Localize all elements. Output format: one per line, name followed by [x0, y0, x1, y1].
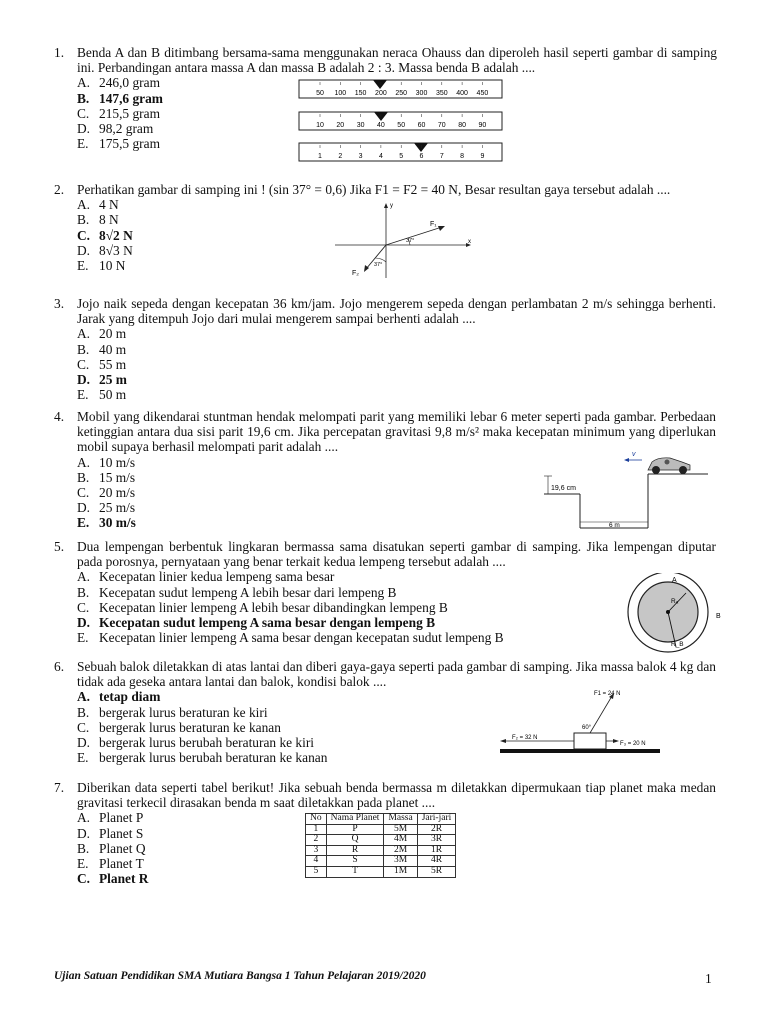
table-cell: 1R: [417, 845, 456, 856]
scale-tick-label: 10: [316, 122, 324, 129]
scale-tick-label: 50: [316, 90, 324, 97]
option-letter: E.: [77, 136, 89, 152]
scale-tick-label: 40: [377, 122, 385, 129]
option-a: [77, 326, 716, 341]
option-text: 147,6 gram: [99, 90, 163, 106]
option-letter: C.: [77, 871, 91, 887]
velocity-label: v: [632, 451, 636, 458]
option-letter: A.: [77, 197, 91, 213]
question-number: 1.: [54, 45, 65, 60]
scale-tick-label: 20: [336, 122, 345, 129]
scale-tick-label: 300: [415, 90, 428, 97]
table-cell: 3: [306, 845, 327, 856]
scale-tick-label: 70: [437, 122, 446, 129]
question-text: Sebuah balok diletakkan di atas lantai dan diberi gaya-gaya seperti pada gambar di samping. Jika massa balok 4 kg dan tidak ada geseka antara lantai dan balok, kondisi balok ....: [77, 659, 716, 690]
option-text: Kecepatan linier lempeng A lebih besar dibandingkan lempeng B: [99, 599, 448, 615]
option-letter: E.: [77, 515, 90, 531]
f1-label: F1 = 24 N: [594, 691, 621, 697]
discs-figure: [612, 573, 732, 655]
table-row: [306, 824, 456, 835]
option-text: 50 m: [99, 387, 127, 403]
angle-label-1: 37°: [406, 238, 415, 244]
question-number: 2.: [54, 182, 65, 197]
table-cell: Q: [326, 835, 384, 846]
option-letter: E.: [77, 750, 89, 766]
option-letter: B.: [77, 704, 90, 720]
question-number: 5.: [54, 539, 65, 554]
table-cell: P: [326, 824, 384, 835]
ditch-figure: [540, 448, 710, 534]
option-text: 25 m: [99, 371, 127, 387]
option-e: [77, 387, 716, 402]
option-letter: A.: [77, 569, 91, 585]
option-text: Planet R: [99, 871, 149, 887]
question-text: Benda A dan B ditimbang bersama-sama menggunakan neraca Ohauss dan diperoleh hasil seperti gambar di samping ini. Perbandingan antara massa A dan massa B adalah 2 : 3. Massa benda B adalah ....: [77, 45, 717, 76]
floor: [500, 749, 660, 753]
option-text: 20 m: [99, 326, 127, 342]
option-letter: A.: [77, 75, 91, 91]
option-letter: A.: [77, 454, 91, 470]
label-a: A: [672, 577, 677, 584]
scale-tick-label: 80: [458, 122, 466, 129]
scale-tick-label: 50: [397, 122, 406, 129]
option-letter: B.: [77, 584, 90, 600]
option-letter: A.: [77, 689, 91, 705]
option-text: Planet T: [99, 855, 144, 871]
scale-tick-label: 30: [356, 122, 365, 129]
scale-tick-label: 250: [395, 90, 408, 97]
option-letter: D.: [77, 242, 91, 258]
scale-tick-label: 4: [378, 153, 383, 160]
table-cell: S: [326, 856, 384, 867]
option-letter: E.: [77, 257, 89, 273]
label-ra: Rₐ: [671, 598, 679, 605]
option-letter: C.: [77, 227, 91, 243]
option-text: Kecepatan linier lempeng A sama besar dengan kecepatan sudut lempeng B: [99, 630, 504, 646]
table-cell: T: [326, 866, 384, 877]
option-letter: E.: [77, 630, 89, 646]
options-list: [77, 326, 716, 402]
option-letter: D.: [77, 500, 91, 516]
table-row: [306, 835, 456, 846]
f1-label: F₁: [430, 221, 437, 228]
table-cell: 5: [306, 866, 327, 877]
option-d: [77, 372, 716, 387]
table-cell: 4M: [384, 835, 417, 846]
option-text: 20 m/s: [99, 484, 136, 500]
option-letter: A.: [77, 810, 91, 826]
option-letter: B.: [77, 341, 90, 357]
option-text: bergerak lurus berubah beraturan ke kanan: [99, 750, 328, 766]
table-cell: 3M: [384, 856, 417, 867]
scale-tick-label: 60: [417, 122, 426, 129]
label-rb: R_B: [671, 641, 684, 648]
scale-tick-label: 5: [399, 153, 404, 160]
table-cell: 5R: [417, 866, 456, 877]
table-row: [306, 845, 456, 856]
option-text: 246,0 gram: [99, 75, 160, 91]
table-row: [306, 866, 456, 877]
f2-label: F₂ = 32 N: [512, 735, 538, 741]
option-text: Kecepatan sudut lempeng A sama besar dengan lempeng B: [99, 614, 436, 630]
scale-tick-label: 100: [334, 90, 347, 97]
option-letter: B.: [77, 469, 90, 485]
page-number: 1: [705, 971, 712, 986]
option-b: [77, 342, 716, 357]
option-text: 15 m/s: [99, 469, 136, 485]
option-text: 98,2 gram: [99, 120, 154, 136]
table-cell: 2M: [384, 845, 417, 856]
option-text: Planet Q: [99, 840, 146, 856]
block-forces-figure: [498, 686, 664, 758]
table-cell: 1: [306, 824, 327, 835]
angle-label: 60°: [582, 725, 592, 731]
footer-text: Ujian Satuan Pendidikan SMA Mutiara Bangsa 1 Tahun Pelajaran 2019/2020: [54, 970, 426, 982]
ohauss-scale-figure: [298, 77, 504, 163]
option-text: 55 m: [99, 356, 127, 372]
planet-table: [305, 813, 456, 878]
table-cell: 4R: [417, 856, 456, 867]
option-letter: C.: [77, 719, 90, 735]
scale-tick-label: 6: [419, 153, 424, 160]
option-letter: C.: [77, 599, 90, 615]
option-text: 30 m/s: [99, 515, 136, 531]
option-text: 215,5 gram: [99, 105, 160, 121]
table-header: Jari-jari: [417, 814, 456, 825]
table-cell: R: [326, 845, 384, 856]
scale-tick-label: 1: [318, 153, 322, 160]
option-text: Kecepatan linier kedua lempeng sama besar: [99, 569, 335, 585]
option-text: 4 N: [99, 197, 119, 213]
option-c: [77, 357, 716, 372]
scale-tick-label: 8: [460, 153, 465, 160]
angle-label-2: 37°: [374, 262, 383, 268]
option-letter: B.: [77, 840, 90, 856]
option-text: 8√2 N: [99, 227, 133, 243]
scale-tick-label: 9: [480, 153, 485, 160]
question-number: 3.: [54, 296, 65, 311]
width-label: 6 m: [609, 522, 620, 529]
label-b: B: [716, 613, 721, 620]
option-letter: B.: [77, 90, 90, 106]
f2-label: F₂: [352, 270, 359, 277]
height-label: 19,6 cm: [551, 485, 576, 492]
option-text: Kecepatan sudut lempeng A lebih besar dari lempeng B: [99, 584, 397, 600]
option-text: bergerak lurus berubah beraturan ke kiri: [99, 734, 315, 750]
option-letter: E.: [77, 387, 89, 403]
scale-tick-label: 450: [476, 90, 489, 97]
question-text: Perhatikan gambar di samping ini ! (sin 37° = 0,6) Jika F1 = F2 = 40 N, Besar resultan gaya tersebut adalah ....: [77, 182, 671, 197]
table-header: No: [306, 814, 327, 825]
question-text: Diberikan data seperti tabel berikut! Jika sebuah benda bermassa m diletakkan dipermukaan tiap planet maka medan gravitasi terkecil dirasakan benda m saat diletakkan pada planet ....: [77, 780, 716, 811]
x-label: x: [468, 239, 471, 245]
planet-table-figure: [305, 813, 456, 878]
table-cell: 3R: [417, 835, 456, 846]
table-cell: 4: [306, 856, 327, 867]
table-row: [306, 856, 456, 867]
option-letter: A.: [77, 326, 91, 342]
option-text: 175,5 gram: [99, 136, 160, 152]
option-text: 10 N: [99, 257, 126, 273]
option-letter: E.: [77, 855, 89, 871]
scale-tick-label: 2: [338, 153, 343, 160]
option-letter: C.: [77, 484, 90, 500]
question-text: Jojo naik sepeda dengan kecepatan 36 km/jam. Jojo mengerem sepeda dengan perlambatan 2 m/s sehingga berhenti. Jarak yang ditempuh Jojo dari mulai mengerem sampai berhenti adalah ....: [77, 296, 716, 327]
scale-tick-label: 3: [358, 153, 363, 160]
option-letter: D.: [77, 371, 91, 387]
option-text: 10 m/s: [99, 454, 136, 470]
force-vector-figure: [330, 198, 480, 280]
scale-tick-label: 7: [439, 153, 444, 160]
option-letter: C.: [77, 356, 90, 372]
f3-label: F₃ = 20 N: [620, 741, 646, 747]
option-letter: B.: [77, 212, 90, 228]
option-text: Planet P: [99, 810, 144, 826]
block: [574, 733, 606, 749]
table-header: Massa: [384, 814, 417, 825]
scale-tick-label: 350: [435, 90, 448, 97]
option-letter: C.: [77, 105, 90, 121]
y-label: y: [390, 203, 393, 209]
scale-tick-label: 200: [375, 90, 387, 97]
question-3: [54, 296, 716, 402]
option-text: Planet S: [99, 825, 144, 841]
table-cell: 1M: [384, 866, 417, 877]
option-text: tetap diam: [99, 689, 161, 705]
table-header: Nama Planet: [326, 814, 384, 825]
option-letter: D.: [77, 734, 91, 750]
option-text: 8 N: [99, 212, 119, 228]
scale-tick-label: 90: [478, 122, 487, 129]
option-letter: D.: [77, 614, 91, 630]
question-number: 7.: [54, 780, 65, 795]
table-cell: 2: [306, 835, 327, 846]
option-text: bergerak lurus beraturan ke kanan: [99, 719, 281, 735]
scale-tick-label: 150: [354, 90, 367, 97]
option-letter: D.: [77, 120, 91, 136]
option-text: bergerak lurus beraturan ke kiri: [99, 704, 268, 720]
question-number: 4.: [54, 409, 65, 424]
car-icon: [648, 458, 690, 474]
option-text: 8√3 N: [99, 242, 133, 258]
question-number: 6.: [54, 659, 65, 674]
option-letter: D.: [77, 825, 91, 841]
scale-tick-label: 400: [456, 90, 468, 97]
table-cell: 5M: [384, 824, 417, 835]
table-cell: 2R: [417, 824, 456, 835]
question-text: Mobil yang dikendarai stuntman hendak melompati parit yang memiliki lebar 6 meter seperti pada gambar. Perbedaan ketinggian antara dua sisi parit 19,6 cm. Jika percepatan gravitasi 9,8 m/s² maka kecepatan minimum yang diperlukan mobil supaya berhasil melompati parit adalah ....: [77, 409, 716, 455]
option-text: 40 m: [99, 341, 127, 357]
question-text: Dua lempengan berbentuk lingkaran bermassa sama disatukan seperti gambar di samping. Jika lempengan diputar pada porosnya, pernyataan yang benar terkait kedua lempeng tersebut adalah ....: [77, 539, 716, 570]
option-text: 25 m/s: [99, 500, 136, 516]
